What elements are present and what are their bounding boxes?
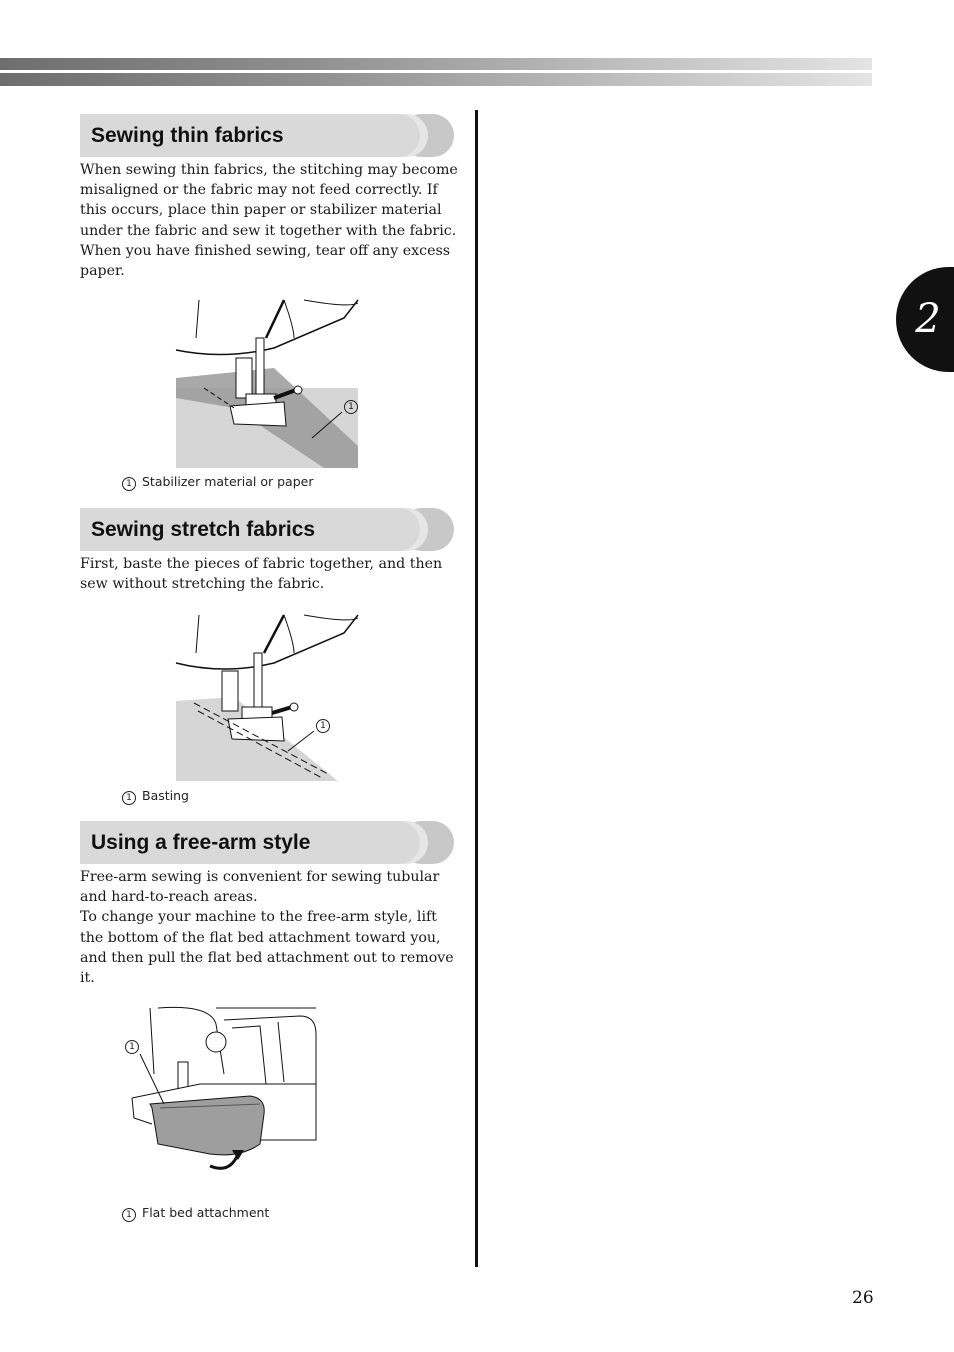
column-divider — [475, 110, 478, 1267]
header-gradient-bar — [0, 58, 872, 86]
section-heading-thin-fabrics — [80, 114, 454, 157]
chapter-tab: 2 — [896, 267, 954, 372]
section-title: Sewing thin fabrics — [91, 124, 284, 147]
caption-text: Stabilizer material or paper — [142, 474, 314, 489]
paragraph: To change your machine to the free-arm style, lift the bottom of the flat bed attachment toward you, and then pull the flat bed attachment out to remove it. — [80, 909, 454, 987]
page-number: 26 — [852, 1288, 874, 1308]
illustration-presser-foot-basting — [174, 613, 364, 783]
section-title: Using a free-arm style — [91, 831, 311, 854]
caption-text: Basting — [142, 788, 189, 803]
figure-callout: 1 — [316, 719, 330, 733]
figure-callout: 1 — [125, 1040, 139, 1054]
section-body-free-arm — [80, 867, 460, 988]
paragraph: Free-arm sewing is convenient for sewing tubular and hard-to-reach areas. — [80, 869, 440, 906]
section-body-thin-fabrics — [80, 160, 460, 281]
caption-number: 1 — [122, 1208, 136, 1222]
figure-caption — [122, 474, 313, 491]
section-title: Sewing stretch fabrics — [91, 518, 316, 541]
caption-number: 1 — [122, 477, 136, 491]
caption-number: 1 — [122, 791, 136, 805]
paragraph: First, baste the pieces of fabric together, and then sew without stretching the fabric. — [80, 556, 443, 593]
caption-text: Flat bed attachment — [142, 1205, 270, 1220]
section-body-stretch-fabrics — [80, 554, 460, 594]
section-heading-stretch-fabrics — [80, 508, 454, 551]
figure-callout: 1 — [344, 400, 358, 414]
section-heading-free-arm — [80, 821, 454, 864]
figure-caption — [122, 1205, 269, 1222]
illustration-presser-foot-stabilizer — [174, 298, 364, 470]
paragraph: When sewing thin fabrics, the stitching may become misaligned or the fabric may not feed correctly. If this occurs, place thin paper or stabilizer material under the fabric and sew it together with the fabric. When you have finished sewing, tear off any excess paper. — [80, 162, 458, 280]
illustration-flat-bed-removal — [120, 1004, 320, 1176]
figure-caption — [122, 788, 189, 805]
header-stripe — [0, 70, 872, 73]
